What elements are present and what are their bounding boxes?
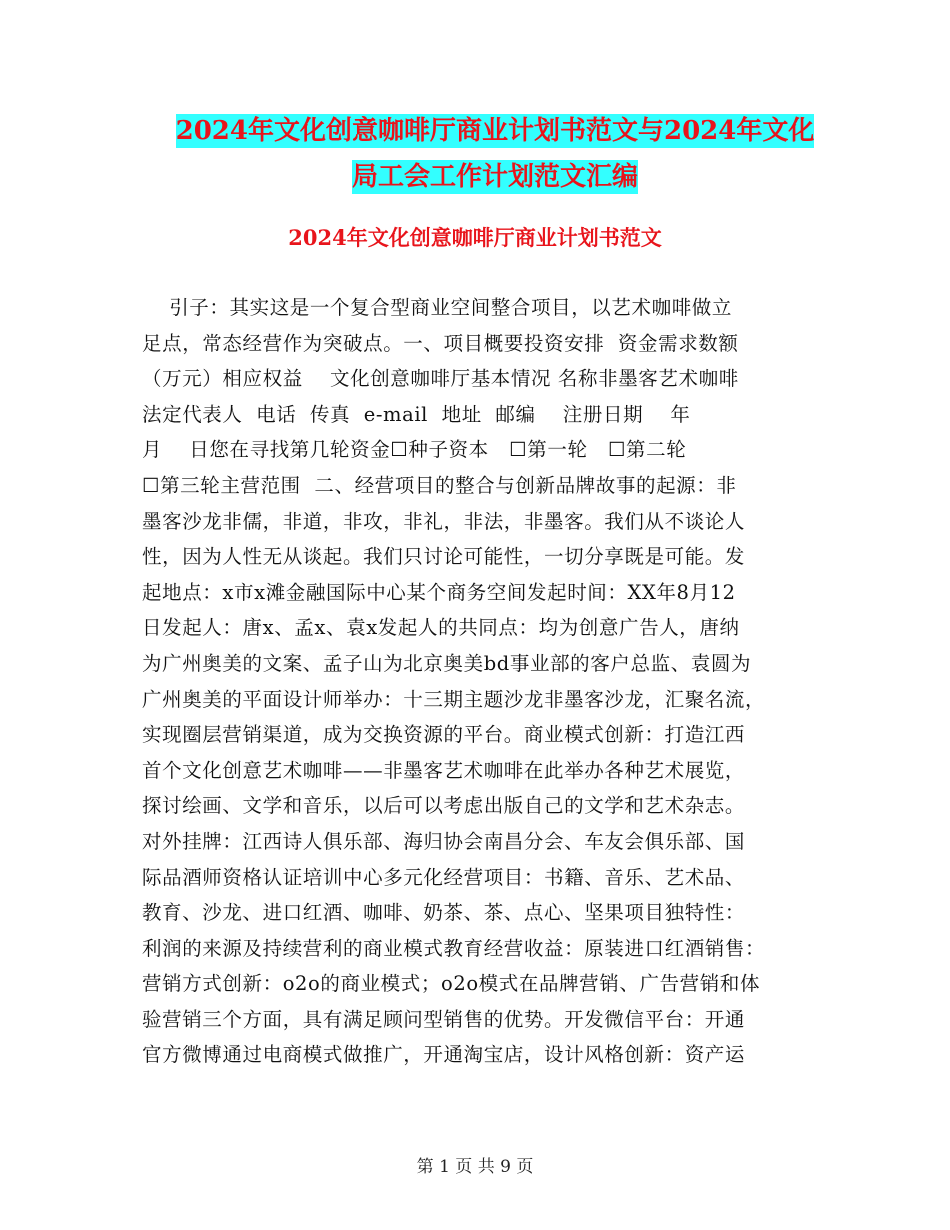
body-line: 探讨绘画、文学和音乐，以后可以考虑出版自己的文学和艺术杂志。 [142,794,746,818]
document-title-line1: 2024年文化创意咖啡厅商业计划书范文与2024年文化 [175,116,815,146]
body-line: 营销方式创新：o2o的商业模式；o2o模式在品牌营销、广告营销和体 [142,972,761,996]
body-line: 足点，常态经营作为突破点。一、项目概要投资安排 资金需求数额 [142,331,739,355]
body-line: 性，因为人性无从谈起。我们只讨论可能性，一切分享既是可能。发 [142,545,746,569]
body-line: 为广州奥美的文案、孟子山为北京奥美bd事业部的客户总监、袁圆为 [142,651,752,675]
body-line: 月 日您在寻找第几轮资金☐种子资本 ☐第一轮 ☐第二轮 [142,438,687,462]
body-line: 引子：其实这是一个复合型商业空间整合项目，以艺术咖啡做立 [142,296,732,319]
body-line: 广州奥美的平面设计师举办：十三期主题沙龙非墨客沙龙，汇聚名流， [142,687,766,711]
body-line: 对外挂牌：江西诗人俱乐部、海归协会南昌分会、车友会俱乐部、国 [142,829,746,853]
body-line: 际品酒师资格认证培训中心多元化经营项目：书籍、音乐、艺术品、 [142,865,746,889]
section-heading: 2024年文化创意咖啡厅商业计划书范文 [288,225,662,250]
body-line: 教育、沙龙、进口红酒、咖啡、奶茶、茶、点心、坚果项目独特性： [142,901,746,925]
body-line: 首个文化创意艺术咖啡——非墨客艺术咖啡在此举办各种艺术展览， [142,758,746,782]
body-line: 验营销三个方面，具有满足顾问型销售的优势。开发微信平台：开通 [142,1007,746,1031]
body-line: 日发起人：唐x、孟x、袁x发起人的共同点：均为创意广告人，唐纳 [142,616,740,640]
body-paragraph [142,290,812,1073]
page-footer: 第 1 页 共 9 页 [416,1157,534,1177]
body-line: 实现圈层营销渠道，成为交换资源的平台。商业模式创新：打造江西 [142,723,746,747]
body-line: 官方微博通过电商模式做推广，开通淘宝店，设计风格创新：资产运 [142,1043,746,1067]
body-line: 法定代表人 电话 传真 e-mail 地址 邮编 注册日期 年 [142,402,691,426]
body-line: 起地点：x市x滩金融国际中心某个商务空间发起时间：XX年8月12 [142,580,736,604]
body-line: 墨客沙龙非儒，非道，非攻，非礼，非法，非墨客。我们从不谈论人 [142,509,746,533]
document-title-line2: 局工会工作计划范文汇编 [351,162,638,192]
body-line: ☐第三轮主营范围 二、经营项目的整合与创新品牌故事的起源：非 [142,473,737,497]
document-title [140,108,850,200]
body-line: 利润的来源及持续营利的商业模式教育经营收益：原装进口红酒销售： [142,936,766,960]
body-line: （万元）相应权益 文化创意咖啡厅基本情况 名称非墨客艺术咖啡 [142,367,739,391]
